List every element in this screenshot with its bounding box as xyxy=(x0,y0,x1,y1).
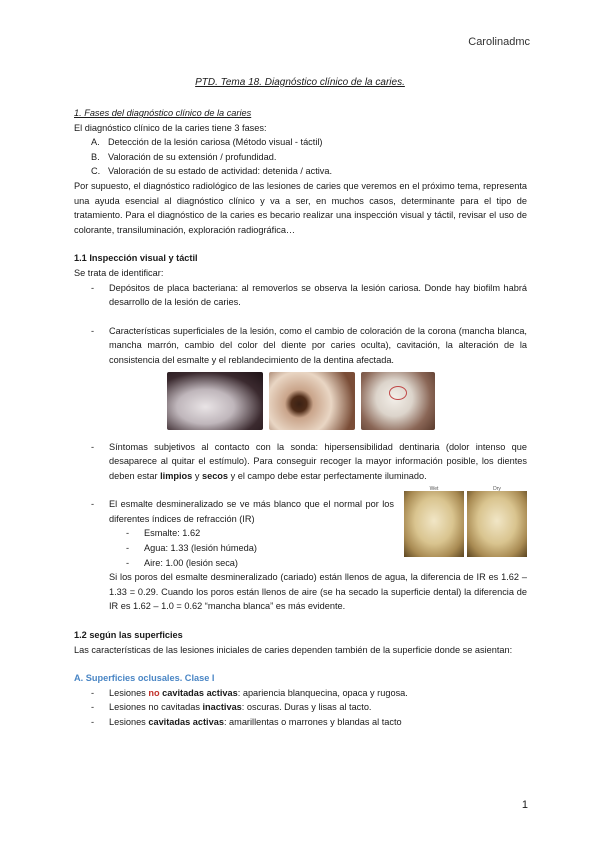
section-1-1-heading: 1.1 Inspección visual y táctil xyxy=(74,253,198,264)
tooth-photo-white-spot xyxy=(167,372,263,430)
page-number: 1 xyxy=(521,799,528,811)
subsection-a-heading: A. Superficies oclusales. Clase I xyxy=(74,673,215,684)
section-1-1-intro: Se trata de identificar: xyxy=(74,267,164,278)
list-item: - Lesiones cavitadas activas: amarillentas o marrones y blandas al tacto xyxy=(91,717,402,727)
wet-dry-photos xyxy=(404,486,527,557)
author-header: Carolinadmc xyxy=(468,36,530,48)
list-item: - Lesiones no cavitadas inactivas: oscuras. Duras y lisas al tacto. xyxy=(91,702,372,713)
list-item: - Depósitos de placa bacteriana: al removerlos se observa la lesión cariosa. Donde hay biofilm habrá desarrollo de la lesión de caries. xyxy=(91,282,527,308)
ir-item: - Aire: 1.00 (lesión seca) xyxy=(126,557,238,568)
section-1-intro: El diagnóstico clínico de la caries tiene 3 fases: xyxy=(74,122,267,133)
list-item: - El esmalte desmineralizado se ve más blanco que el normal por los diferentes índices de refracción (IR) xyxy=(91,499,394,524)
ir-item: - Esmalte: 1.62 xyxy=(126,528,201,539)
section-1-paragraph: Por supuesto, el diagnóstico radiológico de las lesiones de caries que veremos en el próximo tema, representa una ayuda esencial al diagnóstico clínico y va a ser, en muchos casos, determinante para el tipo de tratamiento. Para el diagnóstico de la caries es becario realizar una inspección visual y táctil, revisar el uso de colorante, transiluminación, exploración radiográfica… xyxy=(74,180,527,235)
enamel-block xyxy=(74,486,527,570)
section-1-2-heading: 1.2 según las superficies xyxy=(74,630,183,641)
list-item: - Características superficiales de la lesión, como el cambio de coloración de la corona (mancha blanca, mancha marrón, cambio del color del diente por caries oculta), cavitación, la alteración de la consistencia del esmalte y el reblandecimiento de la dentina afectada. xyxy=(91,325,527,365)
phase-item: B. Valoración de su extensión / profundidad. xyxy=(91,151,277,162)
caries-photos xyxy=(74,372,527,430)
phase-item: C. Valoración de su estado de actividad: detenida / activa. xyxy=(91,166,333,177)
document-title: PTD. Tema 18. Diagnóstico clínico de la caries. xyxy=(195,77,405,88)
ir-item: - Agua: 1.33 (lesión húmeda) xyxy=(126,543,257,554)
dry-tooth-photo: Dry xyxy=(467,491,527,557)
list-item: - Síntomas subjetivos al contacto con la sonda: hipersensibilidad dentinaria (dolor intenso que desaparece al quitar el estímulo). Para conseguir recoger la mayor información posible, los dientes deben estar limpios y secos y el campo debe estar perfectamente iluminado. xyxy=(91,441,527,481)
tooth-photo-brown-spot xyxy=(269,372,355,430)
phase-item: A. Detección de la lesión cariosa (Método visual - táctil) xyxy=(91,137,323,148)
tooth-photo-marked-lesion xyxy=(361,372,435,430)
wet-tooth-photo: Wet xyxy=(404,491,464,557)
ir-paragraph: Si los poros del esmalte desmineralizado (cariado) están llenos de agua, la diferencia de IR es 1.62 – 1.33 = 0.29. Cuando los poros están llenos de aire (se ha secado la superficie dental) la diferencia de IR es 1.62 – 1.0 = 0.62 “mancha blanca” es más evidente. xyxy=(109,572,527,612)
section-1-2-paragraph: Las características de las lesiones iniciales de caries dependen también de la superficie donde se asientan: xyxy=(74,644,513,655)
phases-list xyxy=(74,135,527,179)
list-item: - Lesiones no cavitadas activas: apariencia blanquecina, opaca y rugosa. xyxy=(91,687,408,698)
section-1-heading: 1. Fases del diagnóstico clínico de la caries xyxy=(74,108,252,118)
document-body xyxy=(74,106,527,730)
